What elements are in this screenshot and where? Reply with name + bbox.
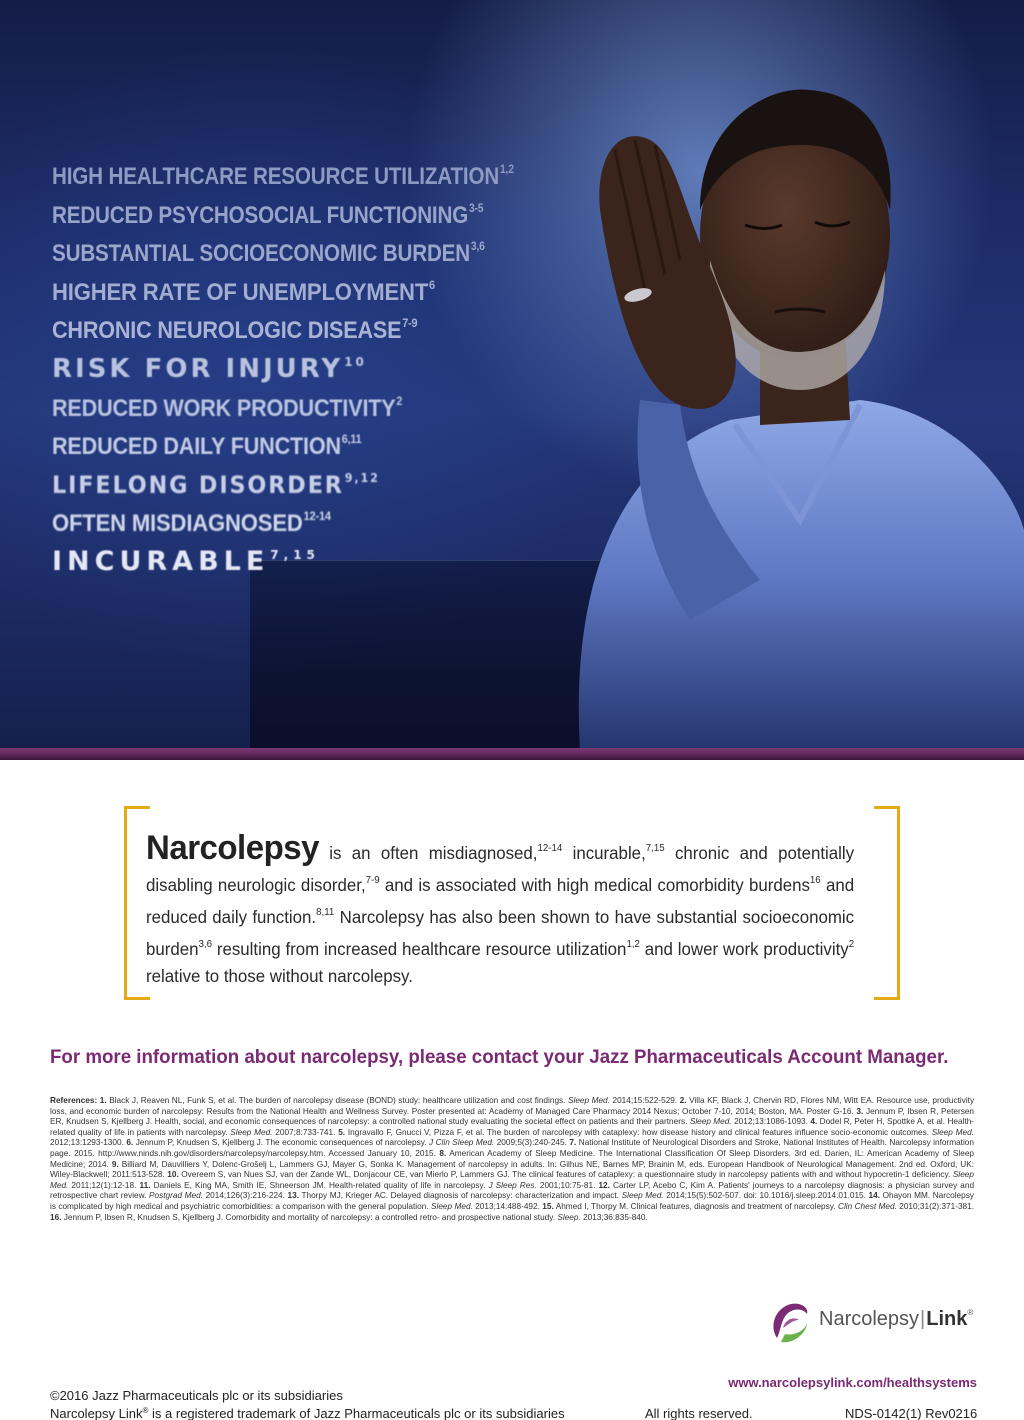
- consequence-item: OFTEN MISDIAGNOSED$^{12-14}$: [52, 509, 331, 538]
- consequence-item: REDUCED PSYCHOSOCIAL FUNCTIONING$^{3-5}$: [52, 200, 484, 229]
- rights-text: All rights reserved.: [645, 1406, 753, 1420]
- document-code: NDS-0142(1) Rev0216: [845, 1406, 978, 1420]
- narcolepsy-link-swirl-icon: [767, 1298, 813, 1346]
- consequence-item: RISK FOR INJURY$^{10}$: [52, 353, 367, 384]
- consequence-item: REDUCED WORK PRODUCTIVITY$^2$: [52, 393, 403, 422]
- consequence-item: LIFELONG DISORDER$^{9,12}$: [52, 470, 380, 499]
- references: References: 1. Black J, Reaven NL, Funk S, et al. The burden of narcolepsy disease (BOND) study: healthcare utilization and cost findings. Sleep Med. 2014;15:522-529. 2. Villa KF, Black J, Chervin RD, Flores NM, Witt EA. Resource use, productivity loss, and economic burden of narcolepsy: Results from the National Health and Wellness Survey. Poster presented at: Academy of Managed Care Pharmacy 2014 Nexus; October 7-10, 2014; Boston, MA. Poster G-16. 3. Jennum P, Ibsen R, Petersen ER, Knudsen S, Kjellberg J. Health, social, and economic consequences of narcolepsy: a controlled national study evaluating the societal effect on patients and their partners. Sleep Med. 2012;13:1086-1093. 4. Dodel R, Peter H, Spottke A, et al. Health-related quality of life in patients with narcolepsy. Sleep Med. 2007;8:733-741. 5. Ingravallo F, Gnucci V, Pizza F, et al. The burden of narcolepsy with cataplexy: how disease history and clinical features influence socio-economic outcomes. Sleep Med. 2012;13:1293-1300. 6. Jennum P, Knudsen S, Kjellberg J. The economic consequences of narcolepsy. J Clin Sleep Med. 2009;5(3):240-245. 7. National Institute of Neurological Disorders and Stroke, National Institutes of Health. Narcolepsy information page. 2015. http://www.ninds.nih.gov/disorders/narcolepsy/narcolepsy.htm. Accessed January 10, 2015. 8. American Academy of Sleep Medicine. The International Classification Of Sleep Disorders. 3rd ed. Darien, IL: American Academy of Sleep Medicine; 2014. 9. Billiard M, Dauvilliers Y, Dolenc-Grošelj L, Lammers GJ, Mayer G, Sonka K. Management of narcolepsy in adults. In: Gilhus NE, Barnes MP, Brainin M, eds. European Handbook of Neurological Management. 2nd ed. Oxford, UK: Wiley-Blackwell; 2011:513-528. 10. Overeem S, van Nues SJ, van der Zande WL, Donjacour CE, van Mierlo P, Lammers GJ. The clinical features of cataplexy: a questionnaire study in narcolepsy patients with and without hypocretin-1 deficiency. Sleep Med. 2011;12(1):12-18. 11. Daniels E, King MA, Smith IE, Shneerson JM. Health-related quality of life in narcolepsy. J Sleep Res. 2001;10:75-81. 12. Carter LP, Acebo C, Kim A. Patients' journeys to a narcolepsy diagnosis: a physician survey and retrospective chart review. Postgrad Med. 2014;126(3):216-224. 13. Thorpy MJ, Krieger AC. Delayed diagnosis of narcolepsy: characterization and impact. Sleep Med. 2014;15(5):502-507. doi: 10.1016/j.sleep.2014.01.015. 14. Ohayon MM. Narcolepsy is complicated by high medical and psychiatric comorbidities: a comparison with the general population. Sleep Med. 2013;14:488-492. 15. Ahmed I, Thorpy M. Clinical features, diagnosis and treatment of narcolepsy. Clin Chest Med. 2010;31(2):371-381. 16. Jennum P, Ibsen R, Knudsen S, Kjellberg J. Comorbidity and mortality of narcolepsy: a controlled retro- and prospective national study. Sleep. 2013;36:835-840.: [50, 1096, 975, 1222]
- website-url[interactable]: www.narcolepsylink.com/healthsystems: [728, 1375, 977, 1390]
- references-heading: References:: [50, 1096, 98, 1105]
- narcolepsy-statement: Narcolepsy is an often misdiagnosed,$^{12-14}$ incurable,$^{7,15}$ chronic and potentially disabling neurologic disorder,$^{7-9}$ and is associated with high medical comorbidity burdens$^{16}$ and reduced daily function.$^{8,11}$ Narcolepsy has also been shown to have substantial socioeconomic burden$^{3,6}$ resulting from increased healthcare resource utilization$^{1,2}$ and lower work productivity$^2$ relative to those without narcolepsy.: [146, 829, 855, 986]
- consequence-item: REDUCED DAILY FUNCTION$^{6,11}$: [52, 432, 362, 461]
- tired-man-illustration: [560, 60, 1024, 748]
- consequence-item: SUBSTANTIAL SOCIOECONOMIC BURDEN$^{3,6}$: [52, 239, 485, 268]
- consequence-item: HIGHER RATE OF UNEMPLOYMENT$^6$: [52, 277, 436, 306]
- copyright-text: ©2016 Jazz Pharmaceuticals plc or its subsidiaries: [50, 1388, 343, 1403]
- consequences-list: [52, 150, 572, 575]
- statement-lead: Narcolepsy: [146, 829, 319, 867]
- contact-callout: For more information about narcolepsy, please contact your Jazz Pharmaceuticals Account Manager.: [50, 1046, 949, 1068]
- trademark-text: Narcolepsy Link® is a registered trademark of Jazz Pharmaceuticals plc or its subsidiaries: [50, 1406, 565, 1420]
- hero-divider-bar: [0, 748, 1024, 760]
- narcolepsy-link-logo: [767, 1296, 979, 1348]
- consequence-item: HIGH HEALTHCARE RESOURCE UTILIZATION$^{1,2}$: [52, 162, 514, 190]
- consequence-item: CHRONIC NEUROLOGIC DISEASE$^{7-9}$: [52, 316, 418, 345]
- consequence-item: INCURABLE$^{7,15}$: [52, 545, 320, 577]
- logo-wordmark: Narcolepsy|Link®: [819, 1308, 974, 1330]
- right-bracket: [874, 806, 900, 1000]
